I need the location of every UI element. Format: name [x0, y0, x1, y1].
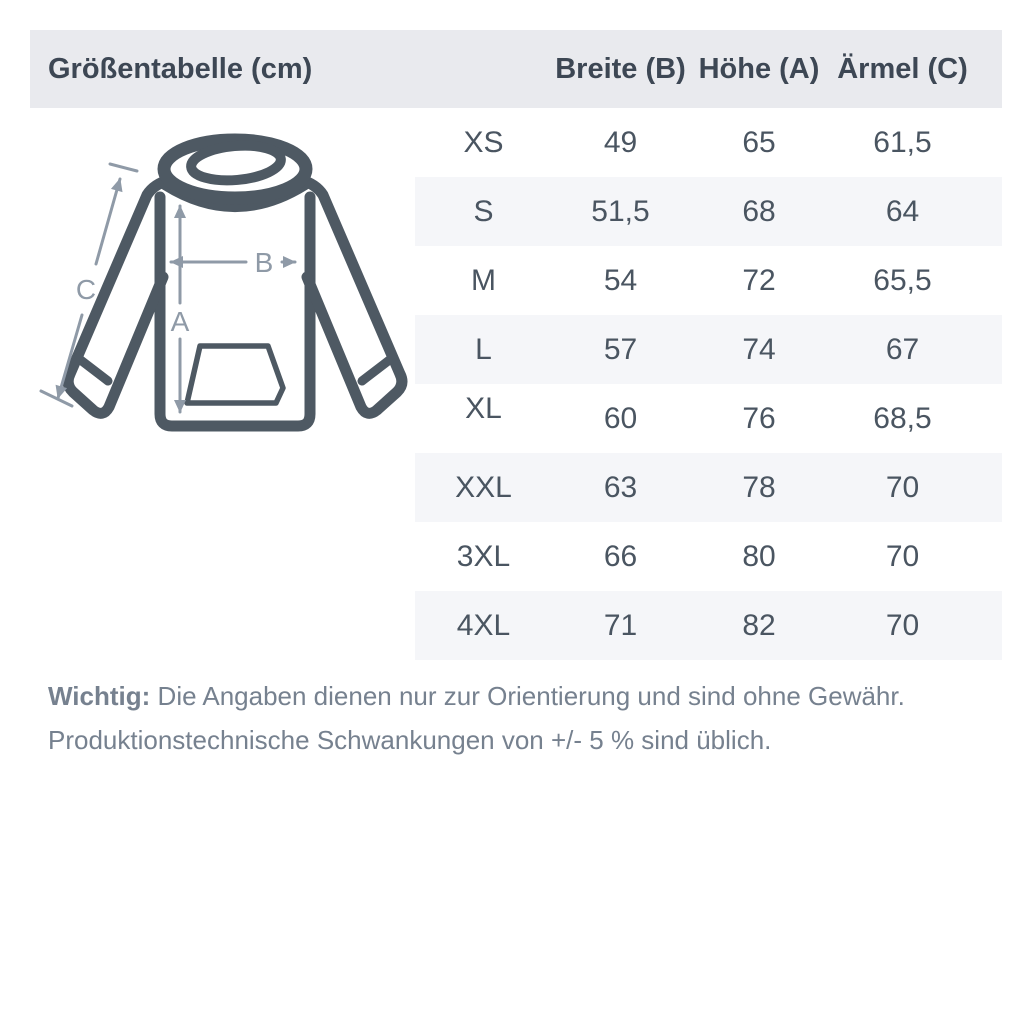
- sleeve-arrow-c: [96, 179, 120, 264]
- breite-cell: 51,5: [591, 194, 650, 228]
- aermel-cell: 61,5: [873, 125, 932, 159]
- breite-cell: 71: [603, 608, 638, 642]
- cuff-seam-right: [362, 358, 392, 381]
- hoehe-cell: 78: [742, 470, 776, 504]
- size-cell: S: [473, 194, 494, 228]
- aermel-cell: 68,5: [873, 401, 932, 435]
- size-cell: M: [471, 263, 496, 297]
- table-row: [415, 384, 1002, 453]
- hoehe-cell: 65: [742, 125, 776, 159]
- size-cell: L: [475, 332, 492, 366]
- hood-inner-ring: [190, 142, 283, 184]
- size-table: [415, 108, 1002, 660]
- size-cell: 3XL: [456, 539, 511, 573]
- size-cell: XS: [463, 125, 504, 159]
- aermel-cell: 70: [885, 539, 920, 573]
- hoodie-sleeve-right: [301, 180, 402, 413]
- hoehe-cell: 74: [742, 332, 776, 366]
- disclaimer-note: [48, 674, 978, 762]
- table-row: [415, 522, 1002, 591]
- hoehe-cell: 72: [742, 263, 776, 297]
- breite-cell: 63: [603, 470, 638, 504]
- table-row: [415, 177, 1002, 246]
- table-row: [415, 246, 1002, 315]
- breite-cell: 49: [603, 125, 638, 159]
- disclaimer-text: Die Angaben dienen nur zur Orientierung und sind ohne Gewähr. Produktionstechnische Schwankungen von +/- 5 % sind üblich.: [48, 681, 905, 755]
- table-row: [415, 591, 1002, 660]
- aermel-cell: 70: [885, 470, 920, 504]
- table-row: [415, 108, 1002, 177]
- table-header: [30, 30, 1002, 108]
- hoehe-cell: 82: [742, 608, 776, 642]
- hoodie-measurement-diagram: [30, 115, 422, 457]
- column-header-hoehe: Höhe (A): [698, 52, 820, 85]
- column-header-breite: Breite (B): [555, 52, 686, 85]
- table-row: [415, 315, 1002, 384]
- aermel-cell: 64: [885, 194, 920, 228]
- label-a: A: [170, 306, 190, 337]
- size-cell: XL: [465, 391, 502, 425]
- breite-cell: 54: [603, 263, 638, 297]
- cuff-seam-left: [78, 358, 108, 381]
- breite-cell: 60: [603, 401, 638, 435]
- size-cell: XXL: [455, 470, 512, 504]
- page-title: Größentabelle (cm): [48, 52, 313, 85]
- label-b: B: [254, 247, 274, 278]
- label-c: C: [75, 274, 97, 305]
- hoehe-cell: 76: [742, 401, 776, 435]
- hoehe-cell: 80: [742, 539, 776, 573]
- breite-cell: 66: [603, 539, 638, 573]
- sleeve-tick-top: [110, 164, 137, 171]
- disclaimer-label: Wichtig:: [48, 681, 151, 711]
- kangaroo-pocket: [187, 346, 283, 403]
- breite-cell: 57: [603, 332, 638, 366]
- size-cell: 4XL: [456, 608, 511, 642]
- table-row: [415, 453, 1002, 522]
- column-header-aermel: Ärmel (C): [837, 52, 968, 85]
- hoehe-cell: 68: [742, 194, 776, 228]
- aermel-cell: 67: [885, 332, 920, 366]
- aermel-cell: 70: [885, 608, 920, 642]
- aermel-cell: 65,5: [873, 263, 932, 297]
